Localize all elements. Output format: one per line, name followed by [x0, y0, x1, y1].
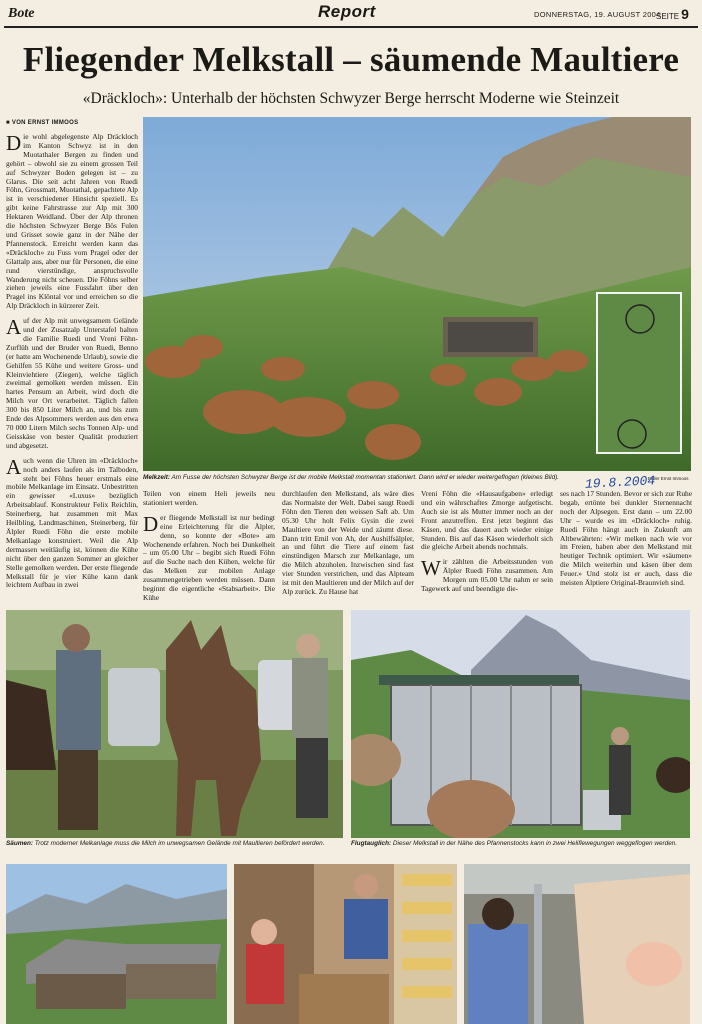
paragraph: Auf der Alp mit unwegsamem Gelände und der Zusatzalp Unterstafel halten die Familie Ruedi und Vreni Föhn-Zurflüh und der Bruder von Ruedi, Benno (er hatte am Wochenende Urlaub), sowie die Gehilfen 55 Kühe und weitere Gross- und Kleinviehtiere (Ziegen), welche täglich zweimal gemolken werden müssen. Ein hartes Pensum an Arbeit, wird doch die Milch vor Ort verarbeitet. Täglich fallen 300 bis 850 Liter Milch an, und bis zum Ende des Alpsommers werden aus den etwa 70 000 Litern Milch sechs Tonnen Alp- und Geisskäse von bester Qualität produziert und abgesetzt.	[6, 315, 138, 450]
article-column-5	[560, 490, 692, 603]
paragraph-text: Vreni Föhn die «Hausaufgaben» erledigt und ein währschaftes Zmorge aufgetischt. Auch sie ist als Mutter immer noch an der Front anzutreffen. Erst jetzt beginnt das Käsen, und das dauert auch wieder einige Stunden. Bis auf das Käsen wiederholt sich die gleiche Arbeit abends nochmals.	[421, 490, 553, 552]
paragraph: Wir zählten die Arbeitsstunden von Älpler Ruedi Föhn zusammen. Am Morgen um 05.00 Uhr nahm er sein Tagewerk auf und beendigte die-	[421, 556, 553, 594]
main-photo-milking-herd	[143, 117, 691, 471]
headline: Fliegender Melkstall – säumende Maultiere	[22, 40, 680, 79]
paragraph-text: ses nach 17 Stunden. Bevor er sich zur Ruhe begab, ertönte bei dunkler Sternennacht noch der Alpsegen. Erst dann – um 22.00 Uhr – wurde es im «Dräckloch» ruhig. Ruedi Föhn hängt auch in Zukunft am Altbewährten: «Wir melken nach wie vor im Freien, haben aber den Melkstand mit heutiger Technik optimiert. Wir «säumen» die Milch weiterhin und käsen über dem Feuer.» Und stolz ist er auch, dass die meisten Älptiere Original-Braunvieh sind.	[560, 490, 692, 588]
mules-photo-caption	[6, 840, 343, 847]
paragraph	[560, 490, 692, 588]
section-name: Bote	[8, 6, 35, 21]
paragraph-text: durchlaufen den Melkstand, als wäre dies das Normalste der Welt. Dabei saugt Ruedi Föhn den Tieren den weissen Saft ab. Um 05.30 Uhr holt Felix Gysin die zwei Maultiere von der Weide und zäumt diese. Dann tritt Emil von Ah, der Aushilfsälpler, an und führt die Tiere auf einem fast einstündigen Marsch zur Melkanlage, um die Milch abzuholen. Inzwischen sind fast vier Stunden verstrichen, und das Alpteam ist mit den Maultieren und der Milch auf der Alp zurück. Zu Hause hat	[282, 490, 414, 596]
page-number-block	[656, 6, 689, 22]
main-photo-caption	[143, 474, 643, 481]
handwritten-date-note: 19.8.2004	[584, 473, 656, 492]
caption-text: Am Fusse der höchsten Schwyzer Berge ist der mobile Melkstall momentan stationiert. Dann wird er wieder weitergeflogen (kleines Bild).	[171, 474, 560, 481]
page-number: 9	[681, 6, 689, 22]
author-name: VON ERNST IMMOOS	[11, 120, 79, 126]
caption-label: Flugtauglich:	[351, 840, 392, 847]
paragraph	[143, 490, 275, 508]
department-title: Report	[318, 2, 376, 21]
cheese-cellar-photo	[234, 864, 457, 1024]
article-column-2	[143, 490, 275, 603]
caption-text: Trotz moderner Melkanlage muss die Milch im unwegsamen Gelände mit Maultieren befördert werden.	[34, 840, 325, 847]
article-column-1	[6, 133, 138, 603]
paragraph: Auch wenn die Uhren im «Dräckloch» noch anders laufen als im Talboden, steht bei Föhns heuer erstmals eine mobile Melkanlage im Einsatz. Unbestritten ein gewisser «Luxus» bezüglich Arbeitsablauf. Konstrukteur Felix Reichlin, Steinerberg, hat zusammen mit Max Heilbling, Landmaschinen, Steinerberg, für Älpler Ruedi Föhn die erste mobile Melkanlage konstruiert. Weil die Alp dermassen weitläufig ist, können die Kühe nicht über den ganzen Sommer an gleicher Stelle gemolken werden. Der erste fliegende Melkstall für je vier Kühe kann dank leichtem Aufbau in zwei	[6, 454, 138, 590]
article-column-3	[282, 490, 414, 603]
top-rule	[4, 26, 698, 28]
caption-text: Dieser Melkstall in der Nähe des Pfannenstocks kann in zwei Heliflewegungen weggeflogen werden.	[392, 840, 678, 847]
author-byline: ■ VON ERNST IMMOOS	[6, 120, 79, 126]
paragraph	[421, 490, 553, 552]
caption-label: Melkzeit:	[143, 474, 170, 481]
paragraph-text: ir zählten die Arbeitsstunden von Älpler Ruedi Föhn zusammen. Am Morgen um 05.00 Uhr nahm er sein Tagewerk auf und beendigte die-	[421, 557, 553, 594]
mules-photo	[6, 610, 343, 838]
subheadline: «Dräckloch»: Unterhalb der höchsten Schwyzer Berge herrscht Moderne wie Steinzeit	[82, 90, 620, 107]
paragraph-text: uch wenn die Uhren im «Dräckloch» noch anders laufen als im Talboden, steht bei Föhns heuer erstmals eine mobile Melkanlage im Einsatz. Unbestritten ein gewisser «Luxus» bezüglich Arbeitsablauf. Konstrukteur Felix Reichlin, Steinerberg, hat zusammen mit Max Heilbling, Landmaschinen, Steinerberg, für Älpler Ruedi Föhn die erste mobile Melkanlage konstruiert. Weil die Alp dermassen weitläufig ist, können die Kühe nicht über den ganzen Sommer an gleicher Stelle gemolken werden. Der erste fliegende Melkstall für je vier Kühe kann dank leichtem Aufbau in zwei	[6, 455, 138, 590]
issue-date: DONNERSTAG, 19. AUGUST 2004	[534, 10, 661, 19]
paragraph	[282, 490, 414, 597]
stall-photo-caption	[351, 840, 690, 847]
photo-credit: Bilder Ernst Immoos	[648, 476, 689, 481]
paragraph-text: er fliegende Melkstall ist nur bedingt eine Erleichterung für die Älpler, denn, so konnte der «Bote» am Wochenende erfahren. Noch bei Dunkelheit – um 05.00 Uhr – begibt sich Ruedi Föhn auf die Suche nach den Kühen, welche für das Melken zur mobilen Anlage zusammengetrieben werden müssen. Dann beginnt die eigentliche «Stabsarbeit». Die Kühe	[143, 512, 275, 602]
milking-cow-photo	[464, 864, 690, 1024]
paragraph-text: uf der Alp mit unwegsamem Gelände und der Zusatzalp Unterstafel halten die Familie Ruedi und Vreni Föhn-Zurflüh und der Bruder von Ruedi, Benno (er hatte am Wochenende Urlaub), sowie die Gehilfen 55 Kühe und weitere Gross- und Kleinviehtiere (Ziegen), welche täglich zweimal gemolken werden müssen. Ein hartes Pensum an Arbeit, wird doch die Milch vor Ort verarbeitet. Täglich fallen 300 bis 850 Liter Milch an, und bis zum Ende des Alpsommers werden aus den etwa 70 000 Litern Milch sechs Tonnen Alp- und Geisskäse von bester Qualität produziert und abgesetzt.	[6, 316, 138, 450]
milking-stall-photo	[351, 610, 690, 838]
paragraph: Der fliegende Melkstall ist nur bedingt eine Erleichterung für die Älpler, denn, so konnte der «Bote» am Wochenende erfahren. Noch bei Dunkelheit – um 05.00 Uhr – begibt sich Ruedi Föhn auf die Suche nach den Kühen, welche für das Melken zur mobilen Anlage zusammengetrieben werden müssen. Dann beginnt die eigentliche «Stabsarbeit». Die Kühe	[143, 511, 275, 602]
paragraph-text: ie wohl abgelegenste Alp Dräckloch im Kanton Schwyz ist in den Muotathaler Bergen zu finden und gehört – obwohl sie zu einem grossen Teil auf Schwyzer Boden gelegen ist – zu Glarus. Die seit acht Jahren von Ruedi Föhn, Grossmatt, Muotathal, gepachtete Alp ist in verschiedener Hinsicht speziell. Es gibt keine Fahrstrasse zur Alp mit 300 Hektaren Weidland. Über der Alp thronen die höchsten Schwyzer Berge Bös Fulen und Grisset sowie ganz in der Nähe der Pfannenstock. Erreicht werden kann das «Dräckloch» zu Fuss vom Pragel oder der Glattalp aus, aber nur für Personen, die eine rund vierstündige, anspruchsvolle Wanderung nicht scheuen. Die Föhns selber ziehen jeweils eine Fussfahrt über den Pragel ins Klöntal vor und erreichen so die Alp Dräckloch in kürzerer Zeit.	[6, 133, 138, 311]
paragraph-text: Teilen von einem Heli jeweils neu stationiert werden.	[143, 490, 275, 507]
article-column-4	[421, 490, 553, 603]
page-label: SEITE	[656, 12, 680, 21]
alp-huts-photo	[6, 864, 227, 1024]
paragraph: Die wohl abgelegenste Alp Dräckloch im Kanton Schwyz ist in den Muotathaler Bergen zu finden und gehört – obwohl sie zu einem grossen Teil auf Schwyzer Boden gelegen ist – zu Glarus. Die seit acht Jahren von Ruedi Föhn, Grossmatt, Muotathal, gepachtete Alp ist in verschiedener Hinsicht speziell. Es gibt keine Fahrstrasse zur Alp mit 300 Hektaren Weidland. Über der Alp thronen die höchsten Schwyzer Berge Bös Fulen und Grisset sowie ganz in der Nähe der Pfannenstock. Erreicht werden kann das «Dräckloch» zu Fuss vom Pragel oder der Glattalp aus, aber nur für Personen, die eine rund vierstündige, anspruchsvolle Wanderung nicht scheuen. Die Föhns selber ziehen jeweils eine Fussfahrt über den Pragel ins Klöntal vor und erreichen so die Alp Dräckloch in kürzerer Zeit.	[6, 133, 138, 311]
caption-label: Säumen:	[6, 840, 33, 847]
